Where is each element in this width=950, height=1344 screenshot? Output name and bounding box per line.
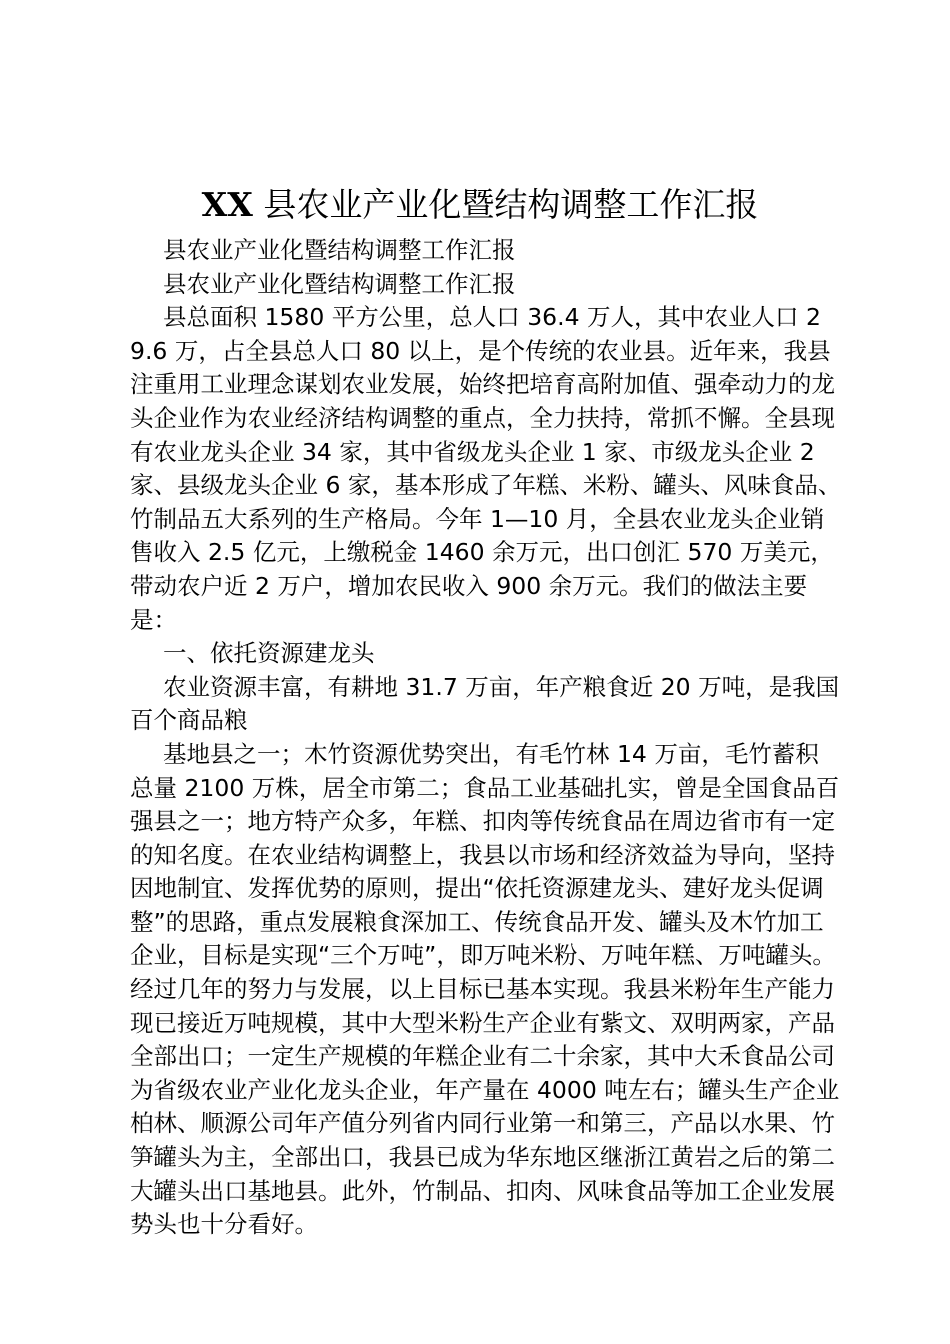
paragraph-resources: 农业资源丰富，有耕地 31.7 万亩，年产粮食近 20 万吨，是我国百个商品粮: [130, 672, 840, 735]
document-title: [130, 184, 830, 226]
paragraph-overview: 县总面积 1580 平方公里，总人口 36.4 万人，其中农业人口 29.6 万，占全县总人口 80 以上，是个传统的农业县。近年来，我县注重用工业理念谋划农业发展，始终把培育高附加值、强牵动力的龙头企业作为农业经济结构调整的重点，全力扶持，常抓不懈。全县现有农业龙头企业 34 家，其中省级龙头企业 1 家、市级龙头企业 2 家、县级龙头企业 6 家，基本形成了年糕、米粉、罐头、风味食品、竹制品五大系列的生产格局。今年 1—10 月，全县农业龙头企业销售收入 2.5 亿元，上缴税金 1460 余万元，出口创汇 570 万美元，带动农户近 2 万户，增加农民收入 900 余万元。我们的做法主要是：: [130, 303, 842, 634]
document-body: [130, 234, 842, 1242]
paragraph-base-county: 基地县之一；木竹资源优势突出，有毛竹林 14 万亩，毛竹蓄积总量 2100 万株，居全市第二；食品工业基础扎实，曾是全国食品百强县之一；地方特产众多，年糕、扣肉等传统食品在周边省市有一定的知名度。在农业结构调整上，我县以市场和经济效益为导向，坚持因地制宜、发挥优势的原则，提出“依托资源建龙头、建好龙头促调整”的思路，重点发展粮食深加工、传统食品开发、罐头及木竹加工企业，目标是实现“三个万吨”，即万吨米粉、万吨年糕、万吨罐头。经过几年的努力与发展，以上目标已基本实现。我县米粉年生产能力现已接近万吨规模，其中大型米粉生产企业有紫文、双明两家，产品全部出口；一定生产规模的年糕企业有二十余家，其中大禾食品公司为省级农业产业化龙头企业，年产量在 4000 吨左右；罐头生产企业柏林、顺源公司年产值分列省内同行业第一和第三，产品以水果、竹笋罐头为主，全部出口，我县已成为华东地区继浙江黄岩之后的第二大罐头出口基地县。此外，竹制品、扣肉、风味食品等加工企业发展势头也十分看好。: [130, 739, 840, 1239]
section-heading-1: 一、依托资源建龙头: [163, 639, 375, 668]
title-prefix: XX: [201, 185, 253, 224]
title-text: 县农业产业化暨结构调整工作汇报: [263, 185, 759, 224]
subtitle-line-2: 县农业产业化暨结构调整工作汇报: [163, 269, 516, 298]
subtitle-line-1: 县农业产业化暨结构调整工作汇报: [163, 236, 516, 264]
